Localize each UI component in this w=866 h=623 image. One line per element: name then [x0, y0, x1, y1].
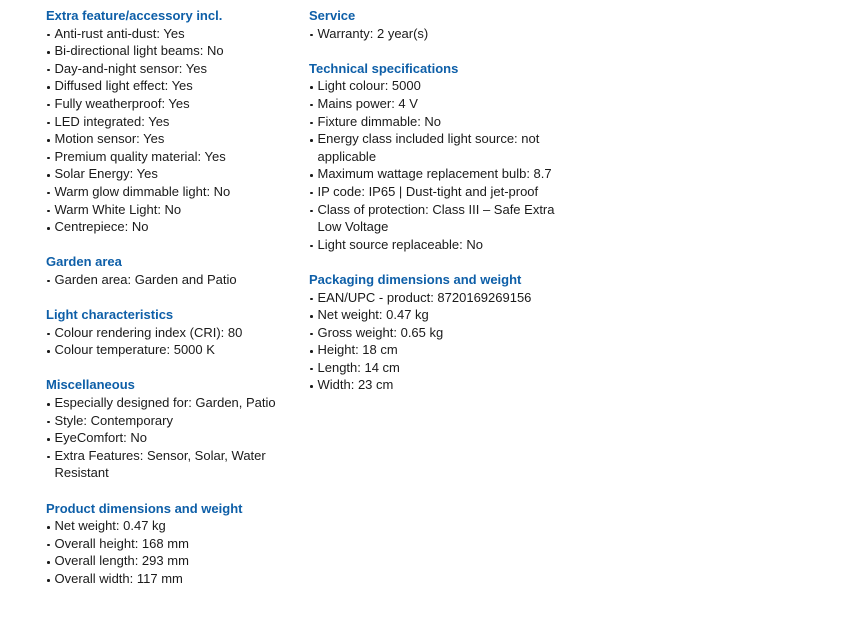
spec-item: Light source replaceable: No	[309, 236, 559, 254]
spec-item: EAN/UPC - product: 8720169269156	[309, 289, 559, 307]
section-title: Miscellaneous	[46, 377, 135, 393]
spec-item: Energy class included light source: not applicable	[309, 130, 559, 165]
spec-item: Mains power: 4 V	[309, 95, 559, 113]
spec-list	[46, 25, 291, 236]
right-spec-column	[309, 7, 559, 412]
spec-item: Premium quality material: Yes	[46, 148, 291, 166]
spec-item: Net weight: 0.47 kg	[309, 306, 559, 324]
spec-item: Garden area: Garden and Patio	[46, 271, 291, 289]
section-product-dimensions	[46, 500, 291, 588]
section-miscellaneous	[46, 376, 291, 482]
spec-item: Maximum wattage replacement bulb: 8.7	[309, 165, 559, 183]
spec-list	[46, 517, 291, 587]
spec-item: Overall height: 168 mm	[46, 535, 291, 553]
spec-item: Colour temperature: 5000 K	[46, 341, 291, 359]
spec-list	[309, 289, 559, 395]
spec-item: Especially designed for: Garden, Patio	[46, 394, 291, 412]
section-light-characteristics	[46, 306, 291, 359]
spec-item: Extra Features: Sensor, Solar, Water Resistant	[46, 447, 291, 482]
spec-item: Anti-rust anti-dust: Yes	[46, 25, 291, 43]
section-extra-features	[46, 7, 291, 236]
spec-item: Class of protection: Class III – Safe Extra Low Voltage	[309, 201, 559, 236]
spec-item: Gross weight: 0.65 kg	[309, 324, 559, 342]
spec-item: Style: Contemporary	[46, 412, 291, 430]
section-title: Extra feature/accessory incl.	[46, 8, 223, 23]
section-title: Light characteristics	[46, 307, 174, 323]
spec-item: Colour rendering index (CRI): 80	[46, 324, 291, 342]
spec-item: IP code: IP65 | Dust-tight and jet-proof	[309, 183, 559, 201]
spec-item: Motion sensor: Yes	[46, 130, 291, 148]
spec-item: Height: 18 cm	[309, 341, 559, 359]
section-title: Technical specifications	[309, 60, 459, 76]
spec-list	[46, 394, 291, 482]
spec-item: Length: 14 cm	[309, 359, 559, 377]
spec-item: EyeComfort: No	[46, 429, 291, 447]
spec-list	[309, 25, 559, 43]
section-title: Service	[309, 8, 356, 23]
spec-item: Net weight: 0.47 kg	[46, 517, 291, 535]
spec-item: Warm White Light: No	[46, 201, 291, 219]
spec-item: LED integrated: Yes	[46, 113, 291, 131]
spec-item: Overall width: 117 mm	[46, 570, 291, 588]
section-packaging-dimensions	[309, 271, 559, 394]
spec-item: Fixture dimmable: No	[309, 113, 559, 131]
spec-item: Overall length: 293 mm	[46, 552, 291, 570]
spec-item: Warranty: 2 year(s)	[309, 25, 559, 43]
left-spec-column	[46, 7, 291, 605]
spec-item: Fully weatherproof: Yes	[46, 95, 291, 113]
section-garden-area	[46, 253, 291, 288]
spec-item: Solar Energy: Yes	[46, 165, 291, 183]
spec-list	[46, 324, 291, 359]
section-title: Garden area	[46, 254, 122, 270]
spec-item: Warm glow dimmable light: No	[46, 183, 291, 201]
section-title: Packaging dimensions and weight	[309, 271, 522, 287]
section-title: Product dimensions and weight	[46, 500, 243, 516]
spec-item: Diffused light effect: Yes	[46, 77, 291, 95]
spec-item: Day-and-night sensor: Yes	[46, 60, 291, 78]
section-technical-specifications	[309, 60, 559, 254]
spec-item: Bi-directional light beams: No	[46, 42, 291, 60]
section-service	[309, 7, 559, 42]
spec-item: Width: 23 cm	[309, 376, 559, 394]
spec-item: Centrepiece: No	[46, 218, 291, 236]
spec-list	[309, 77, 559, 253]
spec-item: Light colour: 5000	[309, 77, 559, 95]
spec-list	[46, 271, 291, 289]
